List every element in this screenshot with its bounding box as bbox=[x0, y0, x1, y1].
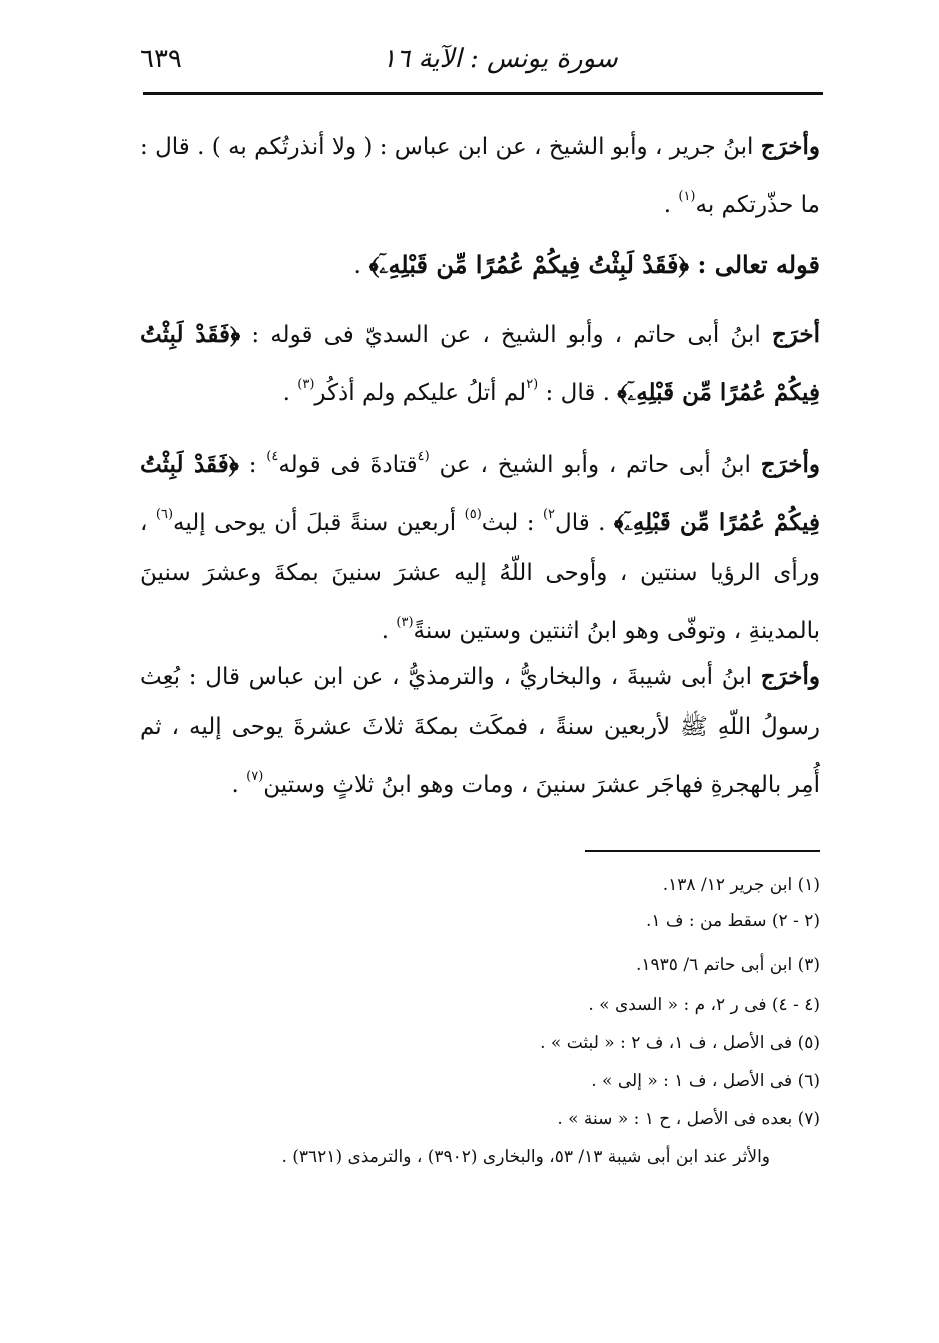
paragraph-text: ، ورأى الرؤيا سنتين ، وأوحى اللّهُ إليه عشرَ سنينَ بمكةَ وعشرَ سنينَ بالمدينةِ ، وتوفّى وهو ابنُ اثنتين وستين سنةً bbox=[140, 510, 820, 644]
quran-verse: ﴿فَقَدْ لَبِثْتُ فِيكُمْ عُمُرًا مِّن قَبْلِهِۦٓ﴾ bbox=[140, 321, 820, 406]
verse-heading bbox=[140, 240, 820, 290]
footnote-rule bbox=[585, 850, 820, 852]
quran-verse: ﴿فَقَدْ لَبِثْتُ فِيكُمْ عُمُرًا مِّن قَبْلِهِۦٓ﴾ bbox=[140, 451, 820, 536]
paragraph-tail: . bbox=[231, 772, 247, 798]
paragraph-lead: وأخرَج bbox=[760, 663, 820, 690]
footnote-ref: (٣) bbox=[297, 377, 315, 392]
footnote-ref: (٤ bbox=[417, 449, 430, 464]
footnote-ref: ٤) bbox=[266, 449, 279, 464]
verse-heading-lead: قوله تعالى : bbox=[697, 250, 820, 279]
paragraph-tail: . bbox=[381, 618, 397, 644]
header-rule bbox=[143, 92, 823, 95]
footnote-5: (٥) فى الأصل ، ف ١، ف ٢ : « لبثت » . bbox=[540, 1033, 820, 1053]
paragraph-text: قتادةَ فى قوله bbox=[278, 452, 418, 478]
quran-verse: ﴿فَقَدْ لَبِثْتُ فِيكُمْ عُمُرًا مِّن قَبْلِهِۦٓ﴾ bbox=[368, 250, 698, 279]
paragraph-lead: وأخرَج bbox=[760, 133, 820, 160]
paragraph-lead: أخرَج bbox=[771, 321, 821, 348]
paragraph-text: أربعين سنةً قبلَ أن يوحى إليه bbox=[173, 510, 465, 536]
paragraph-text: : لبث bbox=[481, 510, 543, 536]
paragraph-text: ابنُ أبى حاتم ، وأبو الشيخ ، عن bbox=[429, 452, 761, 478]
footnote-2: (٢ - ٢) سقط من : ف ١. bbox=[645, 911, 820, 931]
paragraph-tail: . bbox=[353, 251, 369, 279]
paragraph-5 bbox=[140, 652, 820, 810]
page-number: ٦٣٩ bbox=[140, 44, 182, 74]
paragraph-tail: . bbox=[282, 380, 298, 406]
paragraph-text: . قال bbox=[555, 510, 614, 536]
paragraph-text: ابنُ أبى حاتم ، وأبو الشيخ ، عن السديّ فى قوله : bbox=[240, 322, 772, 348]
paragraph-text: ابنُ جرير ، وأبو الشيخ ، عن ابن عباس : ( ولا أنذرتُكم به ) . قال : ما حذّرتكم به bbox=[140, 134, 820, 218]
paragraph-1 bbox=[140, 122, 820, 230]
footnote-ref: ٢) bbox=[542, 507, 555, 522]
footnote-7-continuation: والأثر عند ابن أبى شيبة ١٣/ ٥٣، والبخارى (٣٩٠٢) ، والترمذى (٣٦٢١) . bbox=[281, 1147, 770, 1167]
footnote-ref: (١) bbox=[678, 189, 696, 204]
footnote-4: (٤ - ٤) فى ر ٢، م : « السدى » . bbox=[588, 995, 820, 1015]
paragraph-lead: وأخرَج bbox=[760, 451, 821, 478]
running-header: سورة يونس : الآية ١٦ bbox=[382, 44, 618, 74]
footnote-1: (١) ابن جرير ١٢/ ١٣٨. bbox=[662, 875, 820, 895]
paragraph-text: . قال : bbox=[538, 380, 618, 406]
paragraph-4 bbox=[140, 432, 820, 656]
paragraph-tail: . bbox=[663, 192, 679, 218]
footnote-6: (٦) فى الأصل ، ف ١ : « إلى » . bbox=[591, 1071, 820, 1091]
footnote-ref: (٦) bbox=[155, 507, 174, 522]
footnote-ref: (٥) bbox=[464, 507, 482, 522]
footnote-3: (٣) ابن أبى حاتم ٦/ ١٩٣٥. bbox=[635, 955, 820, 975]
paragraph-text: لم أتلُ عليكم ولم أذكُر bbox=[314, 380, 527, 406]
footnote-ref: (٣) bbox=[396, 615, 414, 630]
footnote-7: (٧) بعده فى الأصل ، ح ١ : « سنة » . bbox=[557, 1109, 820, 1129]
footnote-ref: (٧) bbox=[246, 769, 264, 784]
paragraph-text: ابنُ أبى شيبةَ ، والبخاريُّ ، والترمذيُّ ، عن ابن عباس قال : بُعِث رسولُ اللّهِ ﷺ لأربعين سنةً ، فمكَث بمكةَ ثلاثَ عشرةَ يوحى إليه ، ثم أُمِر بالهجرةِ فهاجَر عشرَ سنينَ ، ومات وهو ابنُ ثلاثٍ وستين bbox=[140, 664, 820, 798]
main-text bbox=[140, 122, 820, 822]
footnote-ref: (٢ bbox=[526, 377, 539, 392]
paragraph-text: : bbox=[238, 452, 267, 478]
paragraph-3 bbox=[140, 310, 820, 418]
